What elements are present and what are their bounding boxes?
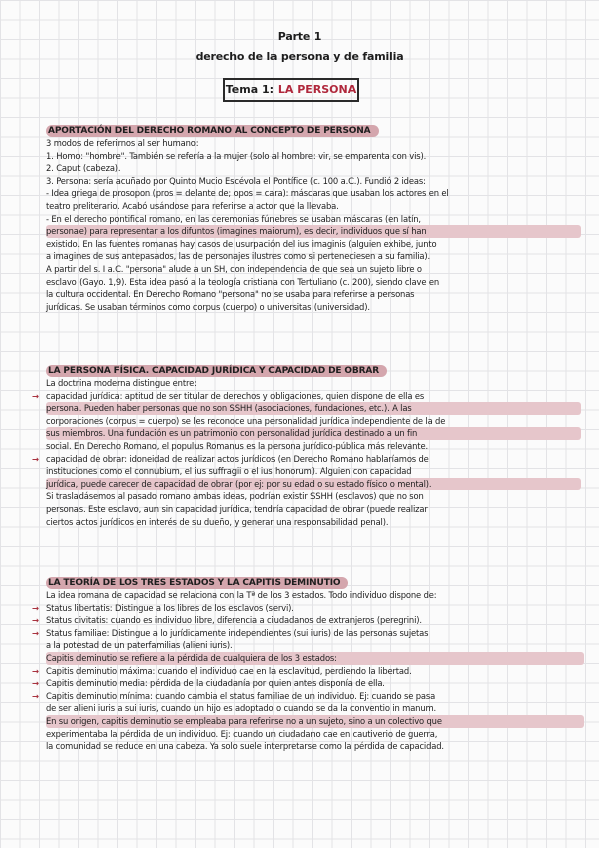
highlighted-line: Capitis deminutio se refiere a la pérdida de cualquiera de los 3 estados: [46, 652, 584, 665]
subject-heading: derecho de la persona y de familia [195, 50, 404, 63]
text-line: 3. Persona: sería acuñado por Quinto Mucio Escévola el Pontífice (c. 100 a.C.). Fundió 2 ideas: [46, 175, 426, 186]
highlighted-line: persona. Pueden haber personas que no son SSHH (asociaciones, fundaciones, etc.). A las [46, 402, 581, 415]
part-heading: Parte 1 [277, 30, 322, 43]
bullet-line: → capacidad de obrar: idoneidad de realizar actos jurídicos (en Derecho Romano hablaríamos de [32, 453, 429, 464]
text-line: teatro preliterario. Acabó usándose para referirse a actor que la llevaba. [46, 200, 339, 211]
bullet-line: → Status civitatis: cuando es individuo libre, diferencia a ciudadanos de extranjeros (peregrini). [32, 615, 422, 626]
text-line: a imagines de sus antepasados, las de personajes ilustres como si perteneciesen a su familia). [46, 251, 431, 262]
bullet-line: → Status familiae: Distingue a lo jurídicamente independientes (sui iuris) de las personas sujetas [32, 627, 429, 638]
arrow-icon: → [32, 690, 39, 701]
text-line: 3 modos de referirnos al ser humano: [46, 138, 199, 148]
arrow-icon: → [32, 665, 39, 676]
text-line: social. En Derecho Romano, el populus Romanus es la persona jurídico-pública más relevante. [46, 440, 428, 451]
bullet-line: → Capitis deminutio máxima: cuando el individuo cae en la esclavitud, perdiendo la libertad. [32, 665, 412, 676]
arrow-icon: → [32, 602, 39, 613]
text-line: La doctrina moderna distingue entre: [46, 378, 197, 388]
highlighted-line: personae) para representar a los difuntos (imagines maiorum), es decir, individuos que sí han [46, 225, 581, 238]
arrow-icon: → [32, 453, 39, 464]
text-line: La idea romana de capacidad se relaciona con la Tª de los 3 estados. Todo individuo dispone de: [46, 590, 437, 600]
text-line: - En el derecho pontifical romano, en las ceremonias fúnebres se usaban máscaras (en latín, [46, 213, 421, 224]
arrow-icon: → [32, 678, 39, 689]
text-line: A partir del s. I a.C. "persona" alude a un SH, con independencia de que sea un sujeto libre o [46, 263, 422, 274]
text-line: ciertos actos jurídicos en interés de su dueño, y generar una responsabilidad penal). [46, 516, 389, 527]
topic-box [223, 78, 359, 102]
text-line: Si trasladásemos al pasado romano ambas ideas, podrían existir SSHH (esclavos) que no son [46, 491, 424, 502]
text-line: 2. Caput (cabeza). [46, 163, 121, 174]
text-line: esclavo (Gayo. 1,9). Esta idea pasó a la teología cristiana con Tertuliano (c. 200), siendo clave en [46, 276, 440, 287]
text-line: 1. Homo: "hombre". También se refería a la mujer (solo al hombre: vir, se emparenta con vis). [46, 150, 427, 161]
text-line: existido. En las fuentes romanas hay casos de usurpación del ius imaginis (alguien exhibe, junto [46, 238, 437, 249]
text-line: a la potestad de un paterfamilias (alieni iuris). [46, 640, 233, 651]
arrow-icon: → [32, 615, 39, 626]
section-three-states [32, 576, 584, 753]
text-line: experimentaba la pérdida de un individuo. Ej: cuando un ciudadano cae en cautiverio de guerra, [46, 728, 438, 739]
text-line: corporaciones (corpus = cuerpo) se les reconoce una personalidad jurídica independiente de la de [46, 415, 446, 426]
section-physical-person [32, 364, 581, 528]
text-line: la comunidad se reduce en una cabeza. Ya solo suele interpretarse como la pérdida de capacidad. [46, 741, 444, 752]
highlighted-line: jurídica, puede carecer de capacidad de obrar (por ej: por su edad o su estado físico o mental). [46, 478, 581, 491]
section-title: APORTACIÓN DEL DERECHO ROMANO AL CONCEPTO DE PERSONA [46, 125, 379, 137]
topic-title: LA PERSONA [277, 83, 357, 96]
topic-prefix: Tema 1: [225, 83, 278, 96]
bullet-line: → Capitis deminutio media: pérdida de la ciudadanía por quien antes disponía de ella. [32, 678, 385, 689]
highlighted-line: sus miembros. Una fundación es un patrimonio con personalidad jurídica destinado a un fin [46, 427, 581, 440]
text-line: - Idea griega de prosopon (pros = delante de; opos = cara): máscaras que usaban los actores en el [46, 188, 449, 199]
text-line: de ser alieni iuris a sui iuris, cuando un hijo es adoptado o cuando se da la conventio in manum. [46, 703, 437, 714]
bullet-line: → Status libertatis: Distingue a los libres de los esclavos (servi). [32, 602, 294, 613]
arrow-icon: → [32, 390, 39, 401]
section-roman-contribution [46, 124, 581, 313]
text-line: instituciones como el connubium, el ius suffragii o el ius honorum). Alguien con capacidad [46, 466, 412, 477]
bullet-line: → capacidad jurídica: aptitud de ser titular de derechos y obligaciones, quien dispone de ella es [32, 390, 425, 401]
highlighted-line: En su origen, capitis deminutio se empleaba para referirse no a un sujeto, sino a un colectivo que [46, 715, 584, 728]
text-line: la cultura occidental. En Derecho Romano "persona" no se usaba para referirse a personas [46, 289, 415, 300]
bullet-line: → Capitis deminutio mínima: cuando cambia el status familiae de un individuo. Ej: cuando se pasa [32, 690, 436, 701]
section-title: LA TEORÍA DE LOS TRES ESTADOS Y LA CAPITIS DEMINUTIO [46, 577, 348, 589]
text-line: jurídicas. Se usaban términos como corpus (cuerpo) o universitas (universidad). [46, 301, 370, 312]
section-title: LA PERSONA FÍSICA. CAPACIDAD JURÍDICA Y CAPACIDAD DE OBRAR [46, 365, 387, 377]
text-line: personas. Este esclavo, aun sin capacidad jurídica, tendría capacidad de obrar (puede realizar [46, 503, 428, 514]
arrow-icon: → [32, 627, 39, 638]
